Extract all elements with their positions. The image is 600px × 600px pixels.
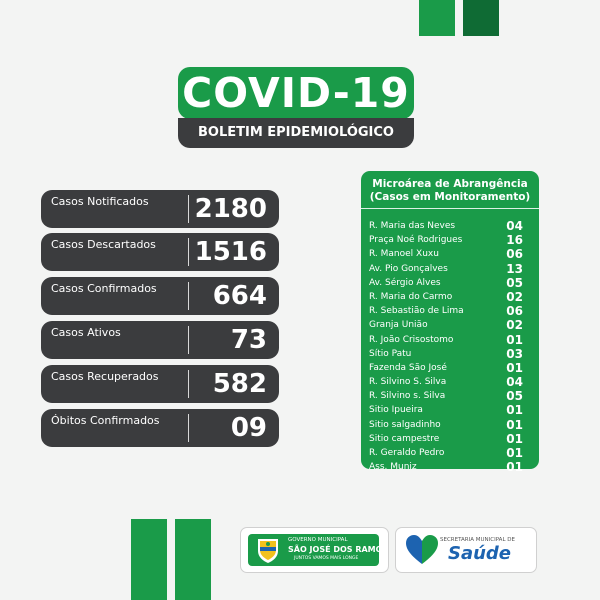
microarea-title [361, 178, 539, 204]
page-title: COVID-19 [178, 67, 414, 119]
stat-divider [188, 282, 189, 310]
list-item [361, 233, 539, 247]
stat-value: 664 [212, 281, 267, 311]
list-item-name: Av. Pio Gonçalves [369, 263, 448, 274]
saude-wordmark: Saúde [448, 543, 512, 564]
list-item-name: Sitio salgadinho [369, 419, 441, 430]
list-item-name: R. Manoel Xuxu [369, 249, 439, 260]
stat-card-recuperados [41, 365, 279, 403]
list-item-name: R. Maria das Neves [369, 221, 456, 231]
stat-card-descartados [41, 233, 279, 271]
page-subtitle: BOLETIM EPIDEMIOLÓGICO [178, 118, 414, 148]
stat-label: Casos Notificados [51, 195, 149, 208]
stat-divider [188, 414, 189, 442]
list-item-count: 05 [506, 275, 523, 290]
saude-logo-card [395, 527, 537, 573]
list-item-count: 01 [506, 460, 523, 475]
decor-bar-top-right [463, 0, 499, 36]
stat-label: Casos Descartados [51, 238, 156, 251]
list-item-count: 03 [506, 346, 523, 361]
stat-divider [188, 326, 189, 354]
microarea-list [361, 219, 539, 474]
list-item-count: 01 [506, 332, 523, 347]
list-item [361, 318, 539, 332]
list-item-count: 01 [506, 446, 523, 460]
decor-bar-bottom-right [175, 519, 211, 600]
list-item [361, 375, 539, 389]
list-item-name: Av. Sérgio Alves [369, 277, 441, 288]
list-item [361, 247, 539, 261]
list-item-count: 05 [506, 389, 523, 404]
list-item [361, 333, 539, 347]
list-item-name: Ass. Muniz [369, 462, 417, 473]
list-item [361, 276, 539, 290]
list-item-name: Fazenda São José [369, 362, 447, 373]
gov-logo-band [248, 534, 389, 566]
stat-label: Casos Recuperados [51, 370, 159, 383]
list-item [361, 432, 539, 446]
list-item-name: Sitio Ipueira [369, 405, 423, 416]
stat-divider [188, 238, 189, 266]
list-item-name: Granja União [369, 320, 428, 331]
list-item-name: R. Maria do Carmo [369, 291, 453, 302]
stat-label: Casos Ativos [51, 326, 121, 339]
microarea-divider [361, 208, 539, 209]
list-item-count: 06 [506, 247, 523, 262]
gov-small-label: GOVERNO MUNICIPAL [288, 537, 348, 543]
list-item-name: R. João Crisostomo [369, 334, 454, 345]
decor-bar-bottom-left [131, 519, 167, 600]
list-item [361, 446, 539, 460]
stat-card-notificados [41, 190, 279, 228]
list-item [361, 219, 539, 233]
list-item-count: 04 [506, 219, 523, 233]
list-item [361, 347, 539, 361]
stat-value: 09 [230, 413, 267, 443]
list-item [361, 262, 539, 276]
stat-value: 73 [230, 325, 267, 355]
gov-city-name: SÃO JOSÉ DOS RAMOS [288, 545, 389, 554]
saude-small-label: SECRETARIA MUNICIPAL DE [440, 537, 515, 543]
list-item-name: R. Silvino s. Silva [369, 391, 446, 402]
stat-card-obitos [41, 409, 279, 447]
list-item-count: 04 [506, 375, 523, 390]
heart-icon [404, 534, 440, 566]
list-item-count: 13 [506, 261, 523, 276]
list-item-count: 01 [506, 431, 523, 446]
list-item [361, 361, 539, 375]
microarea-panel [361, 171, 539, 475]
list-item-name: R. Sebastião de Lima [369, 306, 464, 317]
microarea-title-line2: (Casos em Monitoramento) [369, 191, 531, 203]
list-item-name: Sitio campestre [369, 433, 440, 444]
list-item-name: Praça Noé Rodrigues [369, 235, 463, 246]
list-item [361, 304, 539, 318]
stat-divider [188, 195, 189, 223]
list-item-count: 02 [506, 289, 523, 304]
stat-card-ativos [41, 321, 279, 359]
city-crest-icon [254, 536, 282, 564]
list-item [361, 403, 539, 417]
list-item-count: 16 [506, 233, 523, 248]
gov-tagline: JUNTOS VAMOS MAIS LONGE [294, 556, 359, 561]
list-item [361, 290, 539, 304]
list-item-count: 01 [506, 403, 523, 418]
list-item [361, 389, 539, 403]
list-item-count: 01 [506, 417, 523, 432]
stat-value: 2180 [194, 194, 267, 224]
list-item-count: 02 [506, 318, 523, 333]
stat-value: 582 [212, 369, 267, 399]
stat-value: 1516 [194, 237, 267, 267]
list-item-name: R. Geraldo Pedro [369, 448, 445, 458]
list-item [361, 460, 539, 474]
list-item-count: 06 [506, 304, 523, 319]
microarea-title-line1: Microárea de Abrangência [372, 178, 528, 190]
stat-label: Óbitos Confirmados [51, 414, 160, 427]
gov-logo-card [240, 527, 389, 573]
list-item [361, 418, 539, 432]
list-item-count: 01 [506, 360, 523, 375]
decor-bar-top-left [419, 0, 455, 36]
list-item-name: Sítio Patu [369, 348, 412, 359]
list-item-name: R. Silvino S. Silva [369, 377, 447, 388]
stat-divider [188, 370, 189, 398]
stat-card-confirmados [41, 277, 279, 315]
stat-label: Casos Confirmados [51, 282, 157, 295]
